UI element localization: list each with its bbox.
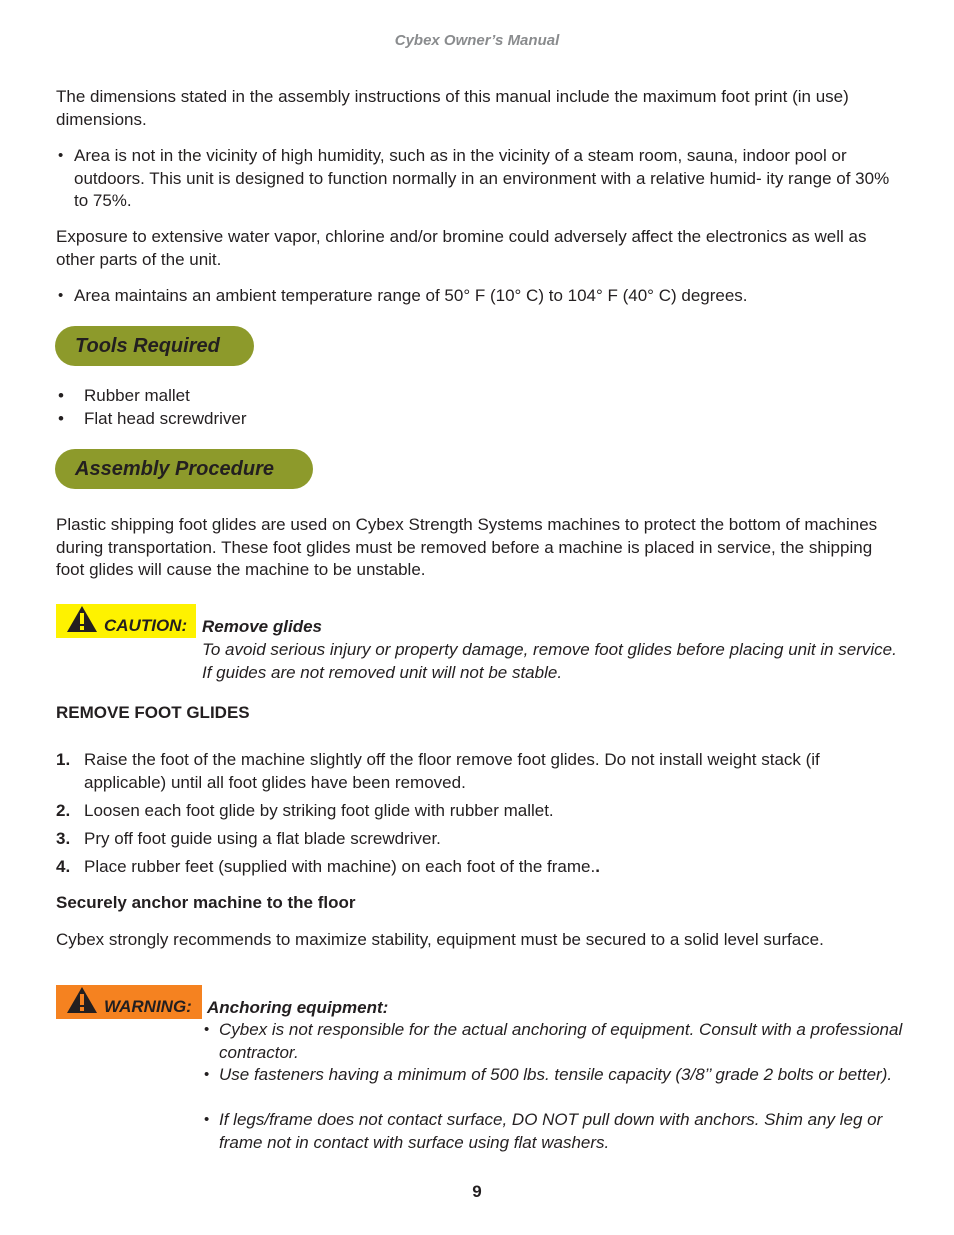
- step-text-1: Raise the foot of the machine slightly off the floor remove foot glides. Do not install weight stack (if applicable) until all foot glides have been removed.: [84, 750, 820, 792]
- step-4-period: .: [595, 857, 600, 876]
- warning-triangle-icon: [66, 605, 98, 633]
- tool-item-rubber-mallet: Rubber mallet: [84, 386, 190, 405]
- step-number-1: 1.: [56, 750, 71, 769]
- assembly-procedure-heading: Assembly Procedure: [55, 449, 313, 489]
- bullet-glyph: •: [204, 1111, 210, 1128]
- intro-paragraph-1: The dimensions stated in the assembly instructions of this manual include the maximum foot print (in use) dimensions.: [56, 87, 849, 129]
- warning-bullet-text-1: Cybex is not responsible for the actual anchoring of equipment. Consult with a professional contractor.: [219, 1020, 903, 1062]
- remove-foot-glides-heading: REMOVE FOOT GLIDES: [56, 703, 250, 722]
- step-4: [84, 856, 901, 879]
- running-header: Cybex Owner’s Manual: [394, 32, 560, 49]
- tools-bullet-glyph: •: [58, 409, 64, 428]
- tools-required-heading: Tools Required: [55, 326, 254, 366]
- temperature-bullet-text: Area maintains an ambient temperature range of 50° F (10° C) to 104° F (40° C) degrees.: [74, 286, 748, 305]
- warning-badge: [56, 985, 202, 1019]
- tool-item-screwdriver: Flat head screwdriver: [84, 409, 247, 428]
- temperature-bullet: [58, 285, 901, 308]
- step-number-3: 3.: [56, 829, 71, 848]
- humidity-bullet: [58, 145, 901, 213]
- step-text-2: Loosen each foot glide by striking foot glide with rubber mallet.: [84, 801, 554, 820]
- warning-title: Anchoring equipment:: [207, 998, 389, 1017]
- anchor-paragraph: Cybex strongly recommends to maximize stability, equipment must be secured to a solid level surface.: [56, 930, 824, 949]
- warning-bullet-text-3: If legs/frame does not contact surface, DO NOT pull down with anchors. Shim any leg or frame not in contact with surface using flat washers.: [219, 1110, 883, 1152]
- bullet-glyph: •: [58, 287, 64, 304]
- bullet-glyph: •: [204, 1021, 210, 1038]
- warning-bullet-3: [204, 1109, 904, 1154]
- anchor-heading: Securely anchor machine to the floor: [56, 893, 356, 912]
- caution-text: To avoid serious injury or property damage, remove foot glides before placing unit in service. If guides are not removed unit will not be stable.: [202, 640, 897, 682]
- bullet-glyph: •: [58, 147, 64, 164]
- step-text-3: Pry off foot guide using a flat blade screwdriver.: [84, 829, 441, 848]
- humidity-bullet-text: Area is not in the vicinity of high humidity, such as in the vicinity of a steam room, sauna, indoor pool or outdoors. This unit is designed to function normally in an environment with a relative humid- ity range of 30% to 75%.: [74, 146, 890, 210]
- step-number-2: 2.: [56, 801, 71, 820]
- warning-triangle-icon: [66, 986, 98, 1014]
- caution-badge: [56, 604, 196, 638]
- intro-paragraph-2: Exposure to extensive water vapor, chlorine and/or bromine could adversely affect the electronics as well as other parts of the unit.: [56, 227, 867, 269]
- caution-label: CAUTION:: [104, 615, 188, 635]
- step-number-4: 4.: [56, 857, 71, 876]
- caution-title: Remove glides: [202, 617, 322, 636]
- warning-bullet-text-2: Use fasteners having a minimum of 500 lbs. tensile capacity (3/8’’ grade 2 bolts or better).: [219, 1065, 893, 1084]
- warning-label: WARNING:: [104, 996, 192, 1016]
- bullet-glyph: •: [204, 1066, 210, 1083]
- tools-bullet-glyph: •: [58, 386, 64, 405]
- assembly-paragraph: Plastic shipping foot glides are used on Cybex Strength Systems machines to protect the bottom of machines during transportation. These foot glides must be removed before a machine is placed in service, the shipping foot glides will cause the machine to be unstable.: [56, 515, 878, 579]
- page-number: 9: [472, 1182, 482, 1201]
- warning-bullet-1: [204, 1019, 904, 1064]
- step-text-4: Place rubber feet (supplied with machine) on each foot of the frame.: [84, 857, 596, 876]
- warning-bullet-2: [204, 1064, 904, 1087]
